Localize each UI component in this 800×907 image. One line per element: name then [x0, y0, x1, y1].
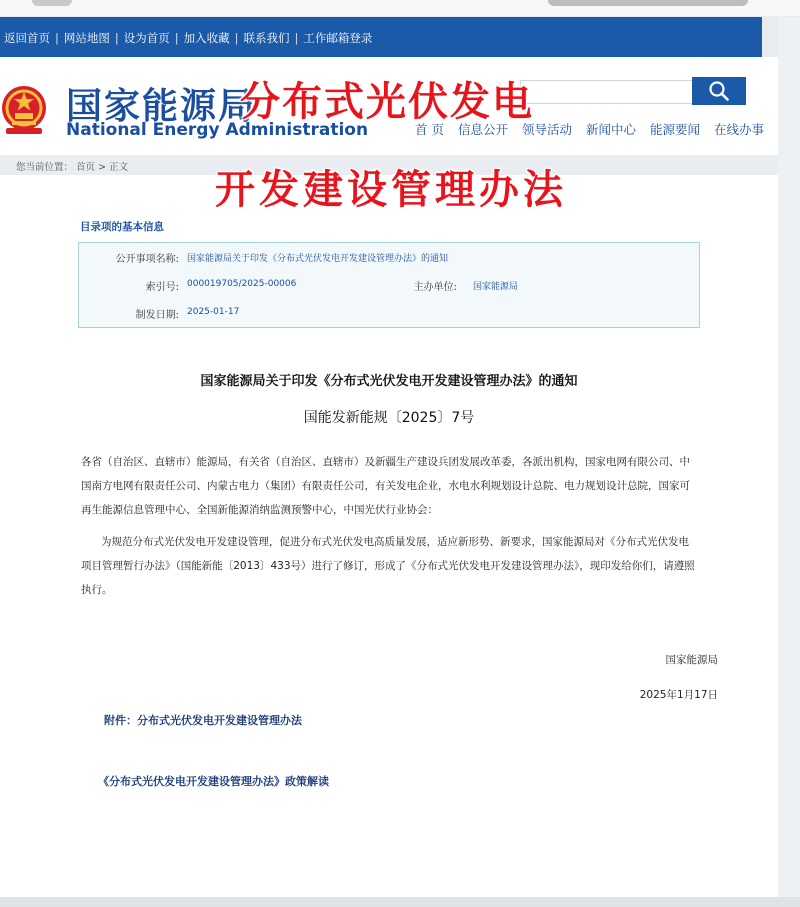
signer: 国家能源局 — [665, 654, 718, 666]
breadcrumb-home[interactable]: 首页 — [76, 162, 96, 173]
nav-news-center[interactable]: 新闻中心 — [586, 122, 637, 137]
label-date: 制发日期: — [135, 310, 179, 321]
value-subject: 国家能源局关于印发《分布式光伏发电开发建设管理办法》的通知 — [187, 254, 449, 264]
value-index: 000019705/2025-00006 — [187, 279, 297, 289]
agency-name-cn: 国家能源局 — [66, 86, 257, 127]
agency-name-en: National Energy Administration — [66, 120, 369, 140]
top-separator: | — [55, 31, 59, 45]
attachment-label: 附件： — [104, 714, 137, 727]
label-index: 索引号: — [145, 282, 179, 293]
link-add-favorite[interactable]: 加入收藏 — [183, 31, 230, 45]
page-right-edge — [778, 17, 800, 897]
document-title: 国家能源局关于印发《分布式光伏发电开发建设管理办法》的通知 — [200, 374, 578, 389]
top-separator: | — [294, 31, 299, 45]
nav-online-services[interactable]: 在线办事 — [714, 122, 765, 137]
top-separator: | — [234, 31, 239, 45]
document-number: 国能发新能规〔2025〕7号 — [303, 410, 475, 426]
attachment-link[interactable]: 分布式光伏发电开发建设管理办法 — [137, 714, 302, 727]
attachment-line — [104, 712, 302, 728]
label-issuer: 主办单位: — [413, 282, 457, 293]
magnifier-icon — [708, 81, 730, 101]
link-set-homepage[interactable]: 设为首页 — [123, 31, 170, 45]
top-separator: | — [174, 31, 179, 45]
signing-date: 2025年1月17日 — [639, 689, 718, 701]
overlay-caption-line2: 开发建设管理办法 — [215, 167, 567, 213]
link-home[interactable]: 返回首页 — [4, 31, 50, 45]
addressees-paragraph: 各省（自治区、直辖市）能源局，有关省（自治区、直辖市）及新疆生产建设兵团发展改革委，各派出机构，国家电网有限公司、中国南方电网有限责任公司、内蒙古电力（集团）有限责任公司，有关发电企业，水电水利规划设计总院、电力规划设计总院，国家可再生能源信息管理中心、全国新能源消纳监测预警中心，中国光伏行业协会： — [81, 456, 690, 516]
nav-home[interactable]: 首 页 — [415, 122, 444, 137]
value-issuer: 国家能源局 — [473, 282, 519, 292]
value-date: 2025-01-17 — [187, 307, 240, 317]
search-input[interactable] — [520, 80, 694, 104]
breadcrumb-text — [16, 159, 128, 173]
nav-info-disclosure[interactable]: 信息公开 — [457, 122, 508, 137]
policy-interpretation-link[interactable]: 《分布式光伏发电开发建设管理办法》政策解读 — [98, 775, 329, 788]
info-section-title: 目录项的基本信息 — [80, 221, 164, 233]
nav-energy-news[interactable]: 能源要闻 — [650, 122, 701, 137]
body-paragraph: 为规范分布式光伏发电开发建设管理，促进分布式光伏发电高质量发展，适应新形势、新要求，国家能源局对《分布式光伏发电项目管理暂行办法》（国能新能〔2013〕433号）进行了修订，形成了《分布式光伏发电开发建设管理办法》，现印发给你们，请遵照执行。 — [81, 536, 695, 596]
top-links — [4, 30, 372, 46]
nav-leadership[interactable]: 领导活动 — [522, 122, 573, 137]
link-work-email[interactable]: 工作邮箱登录 — [303, 31, 373, 45]
phone-status-bar — [0, 0, 800, 16]
search-button[interactable] — [692, 77, 746, 105]
link-sitemap[interactable]: 网站地图 — [63, 31, 110, 45]
link-contact[interactable]: 联系我们 — [243, 31, 290, 45]
breadcrumb-current: 正文 — [109, 162, 129, 173]
status-left-shape — [32, 0, 72, 6]
breadcrumb-prefix: 您当前位置： — [16, 162, 74, 173]
breadcrumb-separator: > — [98, 162, 107, 173]
bottom-edge — [0, 897, 800, 907]
info-table — [78, 242, 700, 328]
overlay-caption-line1: 分布式光伏发电 — [240, 79, 534, 125]
national-emblem-icon — [0, 80, 48, 138]
status-right-shape — [548, 0, 748, 6]
top-separator: | — [114, 31, 119, 45]
top-utility-bar — [0, 17, 762, 57]
label-subject: 公开事项名称: — [115, 254, 179, 265]
